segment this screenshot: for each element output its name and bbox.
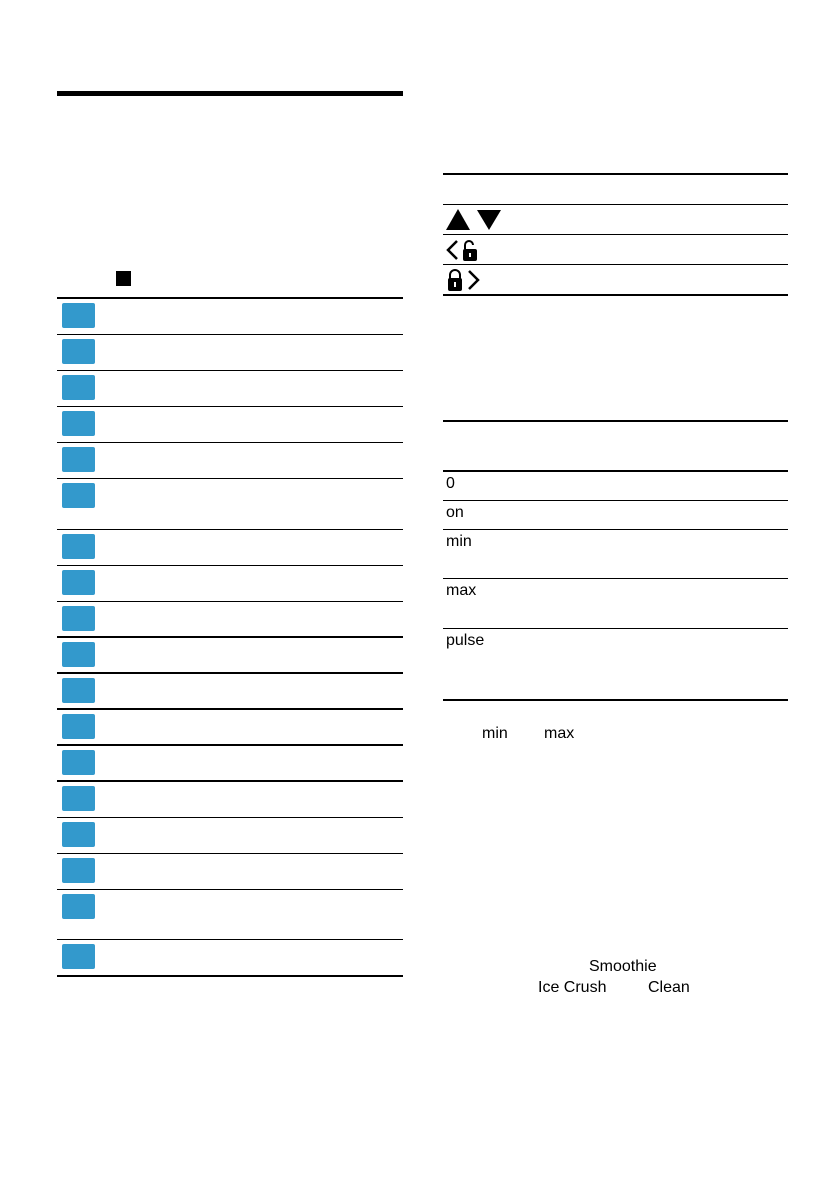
table-row xyxy=(443,205,788,235)
lock-chevron-right-icon xyxy=(445,267,485,293)
speed-label: max xyxy=(446,582,477,599)
stop-square-icon xyxy=(116,271,131,286)
item-marker-icon xyxy=(62,944,95,969)
list-item xyxy=(57,817,403,853)
item-marker-icon xyxy=(62,822,95,847)
item-marker-icon xyxy=(62,534,95,559)
item-marker-icon xyxy=(62,750,95,775)
item-marker-icon xyxy=(62,375,95,400)
item-marker-icon xyxy=(62,483,95,508)
list-item xyxy=(57,442,403,478)
chevron-left-unlock-icon xyxy=(445,237,485,263)
speed-settings-table xyxy=(443,420,788,701)
table-row xyxy=(443,579,788,629)
list-item xyxy=(57,529,403,565)
table-header xyxy=(443,173,788,205)
list-item xyxy=(57,672,403,708)
item-marker-icon xyxy=(62,570,95,595)
item-marker-icon xyxy=(62,606,95,631)
table-row xyxy=(443,530,788,579)
program-ice-crush: Ice Crush xyxy=(538,979,607,996)
item-marker-icon xyxy=(62,642,95,667)
table-row xyxy=(443,629,788,701)
list-item xyxy=(57,744,403,780)
list-item xyxy=(57,406,403,442)
item-marker-icon xyxy=(62,714,95,739)
table-row xyxy=(443,235,788,265)
table-row xyxy=(443,265,788,296)
item-marker-icon xyxy=(62,339,95,364)
item-marker-icon xyxy=(62,786,95,811)
list-item xyxy=(57,853,403,889)
up-down-arrows-icon xyxy=(445,207,505,233)
list-item xyxy=(57,297,403,334)
speed-label: 0 xyxy=(446,475,455,492)
table-header xyxy=(443,422,788,472)
program-clean: Clean xyxy=(648,979,690,996)
controls-table xyxy=(443,173,788,296)
item-marker-icon xyxy=(62,447,95,472)
list-item xyxy=(57,370,403,406)
item-marker-icon xyxy=(62,678,95,703)
item-marker-icon xyxy=(62,411,95,436)
list-item xyxy=(57,636,403,672)
parts-list xyxy=(57,297,403,977)
speed-label: on xyxy=(446,504,464,521)
list-item xyxy=(57,601,403,636)
list-item xyxy=(57,334,403,370)
table-row xyxy=(443,472,788,501)
program-smoothie: Smoothie xyxy=(589,958,657,975)
list-item xyxy=(57,889,403,939)
list-item xyxy=(57,939,403,977)
list-item xyxy=(57,708,403,744)
min-word: min xyxy=(482,725,508,742)
list-item xyxy=(57,478,403,529)
speed-label: pulse xyxy=(446,632,485,649)
item-marker-icon xyxy=(62,303,95,328)
list-item xyxy=(57,565,403,601)
table-row xyxy=(443,501,788,530)
item-marker-icon xyxy=(62,858,95,883)
speed-label: min xyxy=(446,533,472,550)
list-item xyxy=(57,780,403,817)
section-rule xyxy=(57,91,403,96)
item-marker-icon xyxy=(62,894,95,919)
max-word: max xyxy=(544,725,575,742)
